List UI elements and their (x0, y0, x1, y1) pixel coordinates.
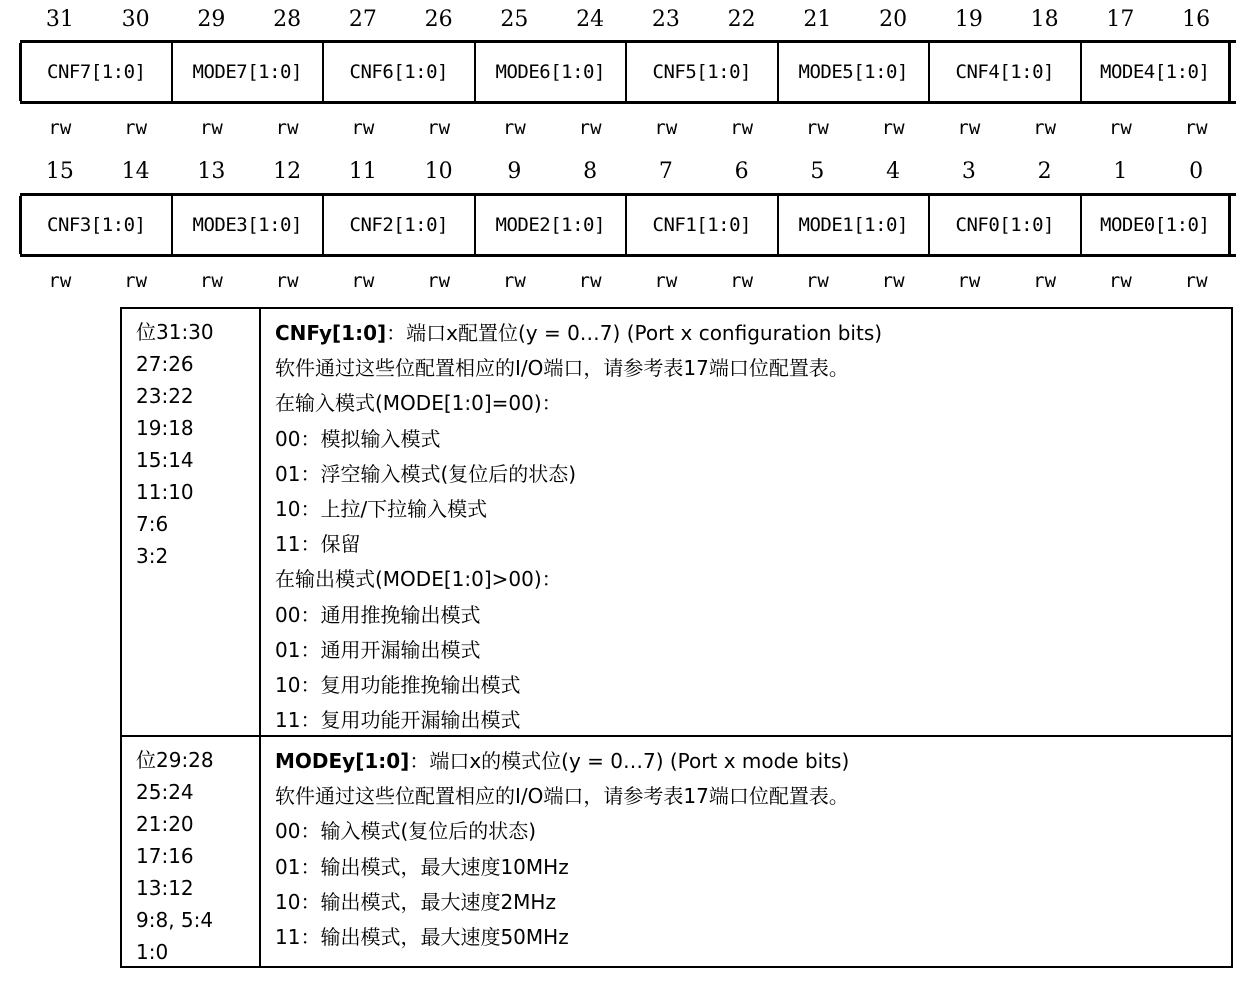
bit-number: 29 (197, 7, 226, 32)
bit-number: 14 (121, 159, 150, 184)
description-line: 01：浮空输入模式(复位后的状态) (275, 461, 577, 486)
bit-range: 1:0 (136, 940, 169, 964)
description-line: 00：模拟输入模式 (275, 426, 441, 451)
mode-title: MODEy[1:0] (275, 749, 410, 773)
bit-number: 13 (197, 159, 226, 184)
description-line: 01：输出模式，最大速度10MHz (275, 854, 569, 879)
bit-number-row-high (22, 6, 1234, 34)
description-line: 10：上拉/下拉输入模式 (275, 497, 488, 522)
bit-range: 27:26 (136, 352, 194, 376)
access-type: rw (1033, 117, 1057, 139)
mode-description-row (122, 737, 1231, 966)
register-field: MODE1[1:0] (777, 196, 929, 254)
access-type: rw (957, 117, 981, 139)
description-line: 10：复用功能推挽输出模式 (275, 673, 521, 698)
bit-number: 1 (1113, 159, 1128, 184)
bit-number: 23 (651, 7, 680, 32)
bit-description-table (120, 307, 1233, 968)
description-line: 在输入模式(MODE[1:0]=00)： (275, 391, 562, 416)
register-field: CNF7[1:0] (19, 43, 171, 101)
register-field: CNF3[1:0] (19, 196, 171, 254)
access-type: rw (1108, 117, 1132, 139)
bit-number: 10 (424, 159, 453, 184)
bit-number: 31 (45, 7, 74, 32)
bit-number: 4 (886, 159, 901, 184)
access-type: rw (351, 117, 375, 139)
access-type: rw (805, 270, 829, 292)
bit-range: 21:20 (136, 812, 194, 836)
bit-number: 9 (507, 159, 522, 184)
description-line: 00：通用推挽输出模式 (275, 602, 481, 627)
register-field: MODE2[1:0] (474, 196, 626, 254)
bit-number: 6 (734, 159, 749, 184)
access-type: rw (730, 117, 754, 139)
field-row-low (20, 193, 1236, 257)
bit-number: 27 (348, 7, 377, 32)
access-type: rw (654, 270, 678, 292)
bit-number: 2 (1037, 159, 1052, 184)
bit-range: 17:16 (136, 844, 194, 868)
description-line: 10：输出模式，最大速度2MHz (275, 889, 556, 914)
bit-range: 13:12 (136, 876, 194, 900)
field-row-high (20, 40, 1236, 104)
access-type: rw (275, 117, 299, 139)
register-field: MODE7[1:0] (171, 43, 323, 101)
cnf-description-row (122, 309, 1231, 737)
bit-number: 16 (1182, 7, 1211, 32)
access-type: rw (124, 117, 148, 139)
bit-number: 5 (810, 159, 825, 184)
access-type: rw (730, 270, 754, 292)
access-row-low (22, 267, 1234, 295)
description-line: 11：输出模式，最大速度50MHz (275, 925, 569, 950)
access-type: rw (275, 270, 299, 292)
register-field: MODE6[1:0] (474, 43, 626, 101)
bit-range: 7:6 (136, 512, 169, 536)
description-line: 01：通用开漏输出模式 (275, 637, 481, 662)
bit-number: 26 (424, 7, 453, 32)
description-line: 00：输入模式(复位后的状态) (275, 819, 537, 844)
mode-title-line (275, 744, 1231, 779)
access-type: rw (578, 270, 602, 292)
register-field: MODE3[1:0] (171, 196, 323, 254)
cnf-title-rest: ：端口x配置位(y = 0…7) (Port x configuration bits) (386, 321, 883, 345)
cnf-title: CNFy[1:0] (275, 321, 387, 345)
access-type: rw (427, 270, 451, 292)
bit-range: 11:10 (136, 480, 194, 504)
cnf-description-text (261, 309, 1231, 735)
cnf-lines (275, 351, 1231, 738)
description-line: 在输出模式(MODE[1:0]>00)： (275, 567, 562, 592)
access-type: rw (957, 270, 981, 292)
access-type: rw (1184, 117, 1208, 139)
access-type: rw (502, 117, 526, 139)
register-field: CNF5[1:0] (625, 43, 777, 101)
bit-range: 25:24 (136, 780, 194, 804)
register-field: CNF1[1:0] (625, 196, 777, 254)
bit-number: 8 (583, 159, 598, 184)
bit-number: 11 (348, 159, 377, 184)
bit-number: 22 (727, 7, 756, 32)
cnf-title-line (275, 316, 1231, 351)
bit-number: 17 (1106, 7, 1135, 32)
access-type: rw (502, 270, 526, 292)
bit-number: 15 (45, 159, 74, 184)
bit-number: 7 (658, 159, 673, 184)
access-type: rw (805, 117, 829, 139)
bit-range: 位29:28 (136, 748, 214, 772)
bit-range: 9:8, 5:4 (136, 908, 214, 932)
description-line: 软件通过这些位配置相应的I/O端口，请参考表17端口位配置表。 (275, 356, 849, 381)
bit-number-row-low (22, 158, 1234, 186)
bit-range: 位31:30 (136, 320, 214, 344)
mode-description-text (261, 737, 1231, 966)
access-type: rw (199, 270, 223, 292)
bit-range: 15:14 (136, 448, 194, 472)
bit-number: 19 (954, 7, 983, 32)
access-type: rw (48, 117, 72, 139)
access-type: rw (578, 117, 602, 139)
bit-number: 21 (803, 7, 832, 32)
mode-lines (275, 779, 1231, 955)
access-type: rw (1184, 270, 1208, 292)
access-type: rw (654, 117, 678, 139)
bit-number: 20 (879, 7, 908, 32)
mode-title-rest: ：端口x的模式位(y = 0…7) (Port x mode bits) (409, 749, 850, 773)
register-field: MODE4[1:0] (1080, 43, 1232, 101)
description-line: 软件通过这些位配置相应的I/O端口，请参考表17端口位配置表。 (275, 784, 849, 809)
description-line: 11：保留 (275, 532, 361, 557)
cnf-bit-positions (122, 309, 261, 735)
bit-number: 28 (273, 7, 302, 32)
access-row-high (22, 114, 1234, 142)
register-field: CNF0[1:0] (928, 196, 1080, 254)
access-type: rw (881, 270, 905, 292)
access-type: rw (1108, 270, 1132, 292)
access-type: rw (427, 117, 451, 139)
bit-number: 25 (500, 7, 529, 32)
access-type: rw (48, 270, 72, 292)
bit-range: 3:2 (136, 544, 169, 568)
register-field: MODE5[1:0] (777, 43, 929, 101)
access-type: rw (351, 270, 375, 292)
bit-range: 19:18 (136, 416, 194, 440)
bit-number: 30 (121, 7, 150, 32)
register-field: CNF4[1:0] (928, 43, 1080, 101)
access-type: rw (199, 117, 223, 139)
access-type: rw (881, 117, 905, 139)
mode-bit-positions (122, 737, 261, 966)
register-field: CNF6[1:0] (322, 43, 474, 101)
bit-number: 12 (273, 159, 302, 184)
access-type: rw (1033, 270, 1057, 292)
bit-number: 0 (1189, 159, 1204, 184)
bit-number: 24 (576, 7, 605, 32)
bit-number: 3 (961, 159, 976, 184)
register-field: CNF2[1:0] (322, 196, 474, 254)
bit-range: 23:22 (136, 384, 194, 408)
register-field: MODE0[1:0] (1080, 196, 1232, 254)
bit-number: 18 (1030, 7, 1059, 32)
access-type: rw (124, 270, 148, 292)
description-line: 11：复用功能开漏输出模式 (275, 708, 521, 733)
